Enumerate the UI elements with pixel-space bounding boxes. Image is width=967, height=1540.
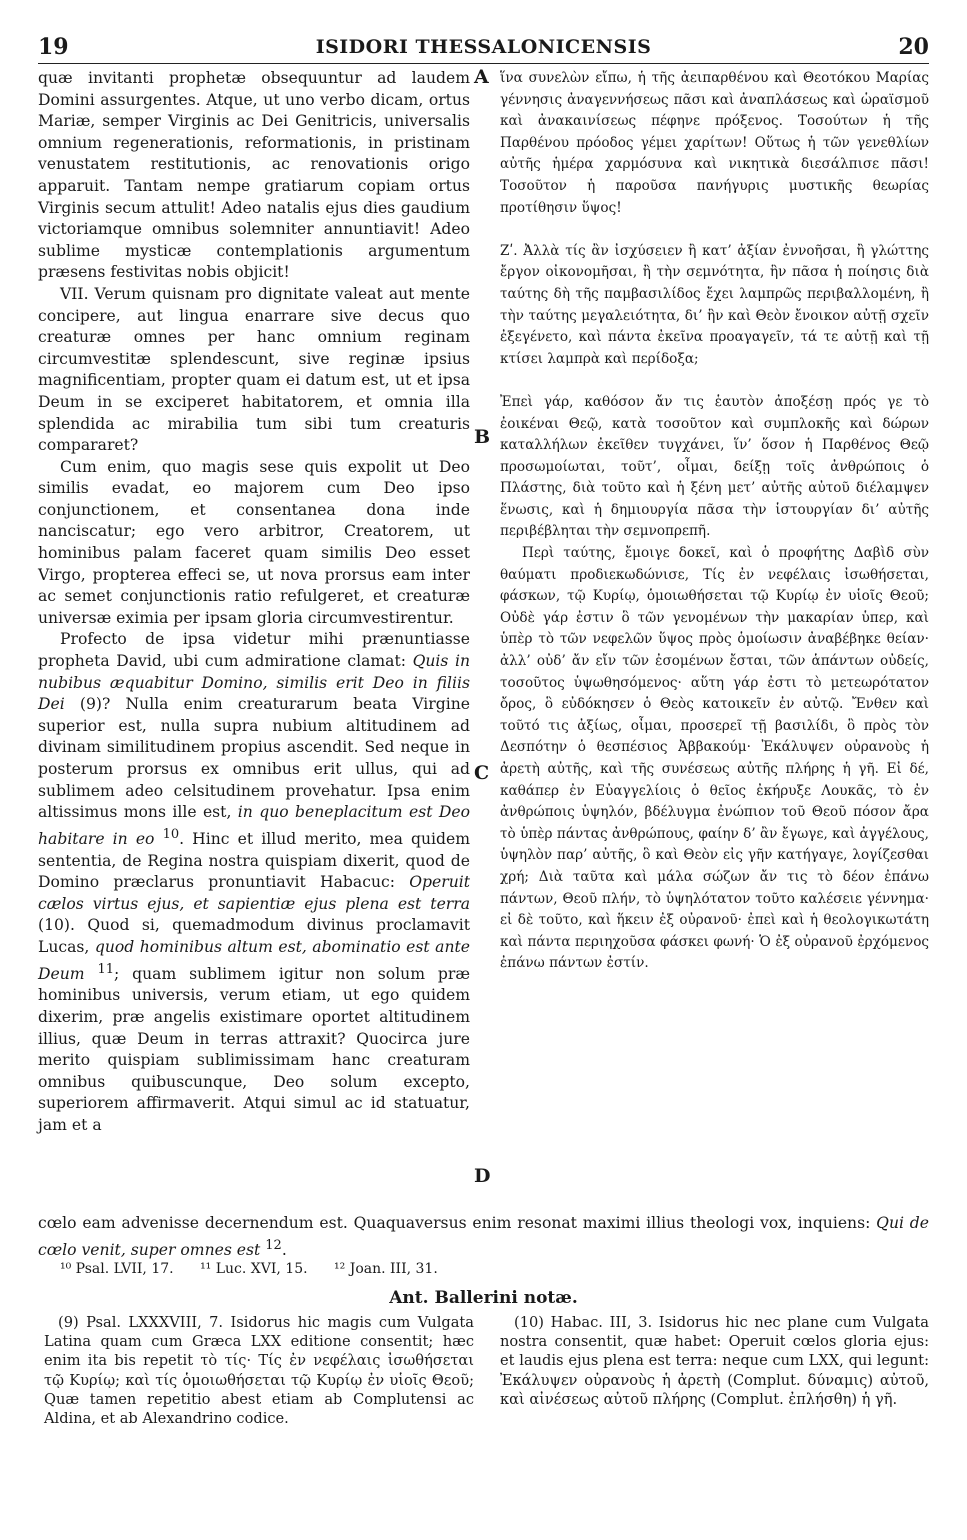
- note-reference: (9)?: [79, 695, 111, 714]
- notes-right-column: [500, 1313, 929, 1409]
- running-title: ISIDORI THESSALONICENSIS: [315, 36, 652, 58]
- full-width-text: cœlo eam advenisse decernendum est. Quaquaversus enim resonat maximi illius theologi vox, inquiens: Qui de cœlo venit, super omnes est $^{12}$.: [38, 1214, 929, 1259]
- latin-text: Profecto de ipsa videtur mihi prænuntiasse propheta David, ubi cum admiratione clamat:: [38, 630, 470, 671]
- latin-paragraph-1: quæ invitanti prophetæ obsequuntur ad laudem Domini assurgentes. Atque, ut uno verbo dicam, ortus Mariæ, semper Virginis ac Dei Genitricis, universalis omnium regenerationis, reformationis, in pristinam venustatem restitutionis, ac renovationis origo apparuit. Tantam nempe gratiarum copiam ortus Virginis secum attulit! Adeo natalis ejus dies gaudium victoriamque omnibus solemniter annuntiavit! Adeo sublime mysticæ contemplationis argumentum præsens festivitas nobis objicit!: [38, 69, 470, 282]
- note-10: (10) Habac. III, 3. Isidorus hic nec plane cum Vulgata nostra consentit, quæ habet: Operuit cœlos gloria ejus: et laudis ejus plena est terra: neque cum LXX, qui legunt: Ἐκάλυψεν οὐρανοὺς ἡ ἀρετὴ (Complut. δύναμις) αὐτοῦ, καὶ αἰνέσεως αὐτοῦ πλήρης (Complut. ἐπλήσθη) ἡ γῆ.: [500, 1314, 929, 1408]
- footnote-reference: 12: [265, 1237, 282, 1253]
- margin-letter-a: A: [474, 66, 489, 88]
- greek-paragraph-2: Ζʹ. Ἀλλὰ τίς ἂν ἰσχύσειεν ἢ κατ’ ἀξίαν ἐννοῆσαι, ἢ γλώττης ἔργον οἰκονομῆσαι, ἢ τὴν σεμνότητα, ἣν πᾶσα ἡ ποίησις διὰ ταύτης δὴ τῆς παμβασιλίδος ἔχει λαμπρῶς περιβαλλομένη, ἢ τὴν ταύτης μεγαλειότητα, δι’ ἣν καὶ Θεὸν ἔνοικον αὐτῇ σχεῖν ἐξεγένετο, καὶ πάντα ἐκεῖνα προαγαγεῖν, τά τε αὐτῇ καὶ τῇ κτίσει λαμπρὰ καὶ περίδοξα;: [500, 242, 929, 367]
- greek-paragraph-4: Περὶ ταύτης, ἔμοιγε δοκεῖ, καὶ ὁ προφήτης Δαβὶδ σὺν θαύματι προδιεκωδώνισε, Τίς ἐν νεφέλαις ἰσωθήσεται, φάσκων, τῷ Κυρίῳ, ὁμοιωθήσεται τῷ Κυρίῳ ἐν υἱοῖς Θεοῦ; Οὐδὲ γάρ ἐστιν ὃ τῶν γενομένων τὴν μακαρίαν ὑπερ, καὶ ὑπὲρ τὸ τῶν νεφελῶν ὕψος πρὸς ὁμοίωσιν ἀναβέβηκε θείαν· ἀλλ’ οὐδ’ ἄν εἴν τῶν ἐσομένων ἔσται, τῶν ἁπάντων οὐδείς, τοσοῦτος ὑψωθησόμενος· αὕτη γάρ ἐστι τὸ μετεωρότατον ὄρος, ὃ εὐδόκησεν ὁ Θεὸς κατοικεῖν ἐν αὐτῷ. Ἔνθεν καὶ τοῦτό τις ἀξίως, οἶμαι, προσερεῖ τῇ βασιλίδι, ὃ πρὸς τὸν Δεσπότην ὁ θεσπέσιος Ἀββακούμ· Ἐκάλυψεν οὐρανοὺς ἡ ἀρετὴ αὐτῆς, καὶ τῆς συνέσεως αὐτῆς πλήρης ἡ γῆ. Εἰ δέ, καθάπερ ἐν Εὐαγγελίοις ὁ θεῖος ἐκήρυξε Λουκᾶς, τὸ ἐν ἀνθρώποις ὑψηλόν, βδέλυγμα ἐνώπιον τοῦ Θεοῦ πόσον ἄρα τὸ ὑπὲρ πάντας ἀνθρώπους, φαίην δ’ ἂν ἔγωγε, καὶ ἀγγέλους, ὑψηλὸν παρ’ αὐτῆς, ὃ καὶ Θεὸν εἰς γῆν κατήγαγε, λογίζεσθαι χρή; Διὰ ταῦτα καὶ μάλα σώζων ἄν τις τὸ δέον ἐπάνω πάντων, Θεοῦ πλήν, τὸ ὑψηλότατον τοῦτο καλέσειε γέννημα· εἰ δὲ τοῦτο, καὶ ἥκειν ἐξ οὐρανοῦ· ἐπεὶ καὶ ἡ θεολογικωτάτη καὶ πάντα περιηχοῦσα φάσκει φωνή· Ὁ ἐξ οὐρανοῦ ἐρχόμενος ἐπάνω πάντων ἐστίν.: [500, 545, 929, 972]
- latin-column: [38, 68, 470, 1136]
- latin-quote: in quo beneplacitum est Deo habitare in eo: [38, 803, 470, 848]
- margin-letter-b: B: [474, 426, 491, 448]
- header-rule: [38, 63, 929, 64]
- latin-text: (10). Quod si, quemadmodum divinus proclamavit Lucas,: [38, 916, 470, 956]
- greek-paragraph-3: Ἐπεὶ γάρ, καθόσον ἄν τις ἑαυτὸν ἀποξέσῃ πρός γε τὸ ἐοικέναι Θεῷ, κατὰ τοσοῦτον καὶ συμπλοκῆς καὶ δώρων καταλλήλων ἐκεῖθεν τυγχάνει, ἵν’ ὅσον ἡ Παρθένος Θεῷ προσωμοίωται, τοῦτ’, οἶμαι, δείξῃ τοῖς ἀνθρώποις ὁ Πλάστης, διὰ τοῦτο καὶ ἡ ξένη μετ’ αὐτῆς αὐτοῦ διέλαμψεν ἕνωσις, καὶ ἡ δημιουργία πᾶσα τὴν ἱστουργίαν δι’ αὐτῆς περιβέβληται τὴν σεμνοπρεπῆ.: [500, 393, 929, 540]
- latin-paragraph-2: VII. Verum quisnam pro dignitate valeat aut mente concipere, aut lingua enarrare sive decus quo creaturæ omnes per hanc omnium reginam circumvestitæ splendescunt, sive reginæ ipsius magnificentiam, propter quam ei datum est, ut et ipsa Deum in se exciperet habitatorem, et omnia illa splendida ac mirabilia tum sibi tum creaturis compararet?: [38, 284, 470, 455]
- footnote-11: ¹¹ Luc. XVI, 15.: [200, 1261, 308, 1277]
- greek-paragraph-1: ἵνα συνελὼν εἴπω, ἡ τῆς ἀειπαρθένου καὶ Θεοτόκου Μαρίας γέννησις ἀναγεννήσεως πᾶσι καὶ ἀναπλάσεως καὶ ὡραϊσμοῦ καὶ ἀνακαινίσεως πέφηνε πρόξενος. Τοσούτων ἡ τῆς Παρθένου πρόοδος γέμει χαρίτων! Οὕτως ἡ τῶν γενεθλίων αὐτῆς ἡμέρα χαρμόσυνα καὶ νικητικὰ διεσάλπισε πᾶσι! Τοσοῦτον ἡ παροῦσα πανήγυρις μυστικῆς θεωρίας προτίθησιν ὕψος!: [500, 70, 929, 216]
- footnote-reference: 10: [162, 826, 180, 842]
- footnotes: [60, 1261, 460, 1277]
- running-header: [38, 34, 929, 64]
- footnote-reference: 11: [97, 961, 114, 977]
- latin-paragraph-4: [38, 629, 470, 1136]
- latin-quote: Qui de cœlo venit, super omnes est: [38, 1214, 929, 1259]
- margin-letter-c: C: [474, 762, 490, 784]
- latin-quote: Quis in nubibus æquabitur Domino, similis erit Deo in filiis Dei: [38, 652, 470, 714]
- latin-quote: quod hominibus altum est, abominatio est ante Deum: [38, 937, 470, 983]
- page-number-left: 19: [38, 34, 69, 60]
- notes-left-column: [44, 1313, 474, 1428]
- latin-text: . Hinc et illud merito, mea quidem sententia, de Regina nostra quispiam dixerit, quod de Domino præclarus pronuntiavit Habacuc:: [38, 829, 470, 892]
- latin-paragraph-3: Cum enim, quo magis sese quis expolit ut Deo similis evadat, eo majorem cum Deo ipso conjunctionem, et consentanea dona inde nanciscatur; ego vero arbitror, Creatorem, ut hominibus palam faceret quam similis Deo esset Virgo, propterea effeci se, ut nova prorsus eam inter ac semet conjunctionis ratio refulgeret, et creaturæ universæ eximia per ipsam gloria circumvestirentur.: [38, 457, 470, 627]
- note-9: (9) Psal. LXXXVIII, 7. Isidorus hic magis cum Vulgata Latina quam cum Græca LXX editione consentit; hæc enim ita bis repetit τὸ τίς· Τίς ἐν νεφέλαις ἰσωθήσεται τῷ Κυρίῳ; καὶ τίς ὁμοιωθήσεται τῷ Κυρίῳ ἐν υἱοῖς Θεοῦ; Quæ tamen repetitio abest etiam ab Complutensi ac Aldina, et ab Alexandrino codice.: [44, 1314, 474, 1428]
- latin-quote: Operuit cælos virtus ejus, et sapientiæ ejus plena est terra: [38, 873, 470, 913]
- footnote-10: ¹⁰ Psal. LVII, 17.: [60, 1261, 174, 1277]
- latin-text: Nulla enim creaturarum beata Virgine superior est, nulla supra nubium altitudinem ad divinam similitudinem propius ascendit. Sed neque in posterum prorsus ex omnibus erit ullus, qui ad sublimem adeo celsitudinem provehatur. Ipsa enim altissimus mons ille est,: [38, 695, 470, 822]
- latin-text: ; quam sublimem igitur non solum præ hominibus universis, verum etiam, ut ego quidem dixerim, præ angelis existimare oportet altitudinem illius, quæ Deum in terras attraxit? Quocirca jure merito quispiam sublimissimam hanc creaturam omnibus quibuscunque, Deo solum excepto, superiorem affirmaverit. Atqui simul ac id statuatur, jam et a: [38, 964, 470, 1134]
- footnote-12: ¹² Joan. III, 31.: [334, 1261, 438, 1277]
- page-number-right: 20: [898, 34, 929, 60]
- notes-heading: Ant. Ballerini notæ.: [389, 1288, 578, 1308]
- latin-text: cœlo eam advenisse decernendum est. Quaquaversus enim resonat maximi illius theologi vox, inquiens:: [38, 1214, 871, 1232]
- margin-letter-d: D: [474, 1165, 491, 1187]
- greek-column: [500, 68, 929, 975]
